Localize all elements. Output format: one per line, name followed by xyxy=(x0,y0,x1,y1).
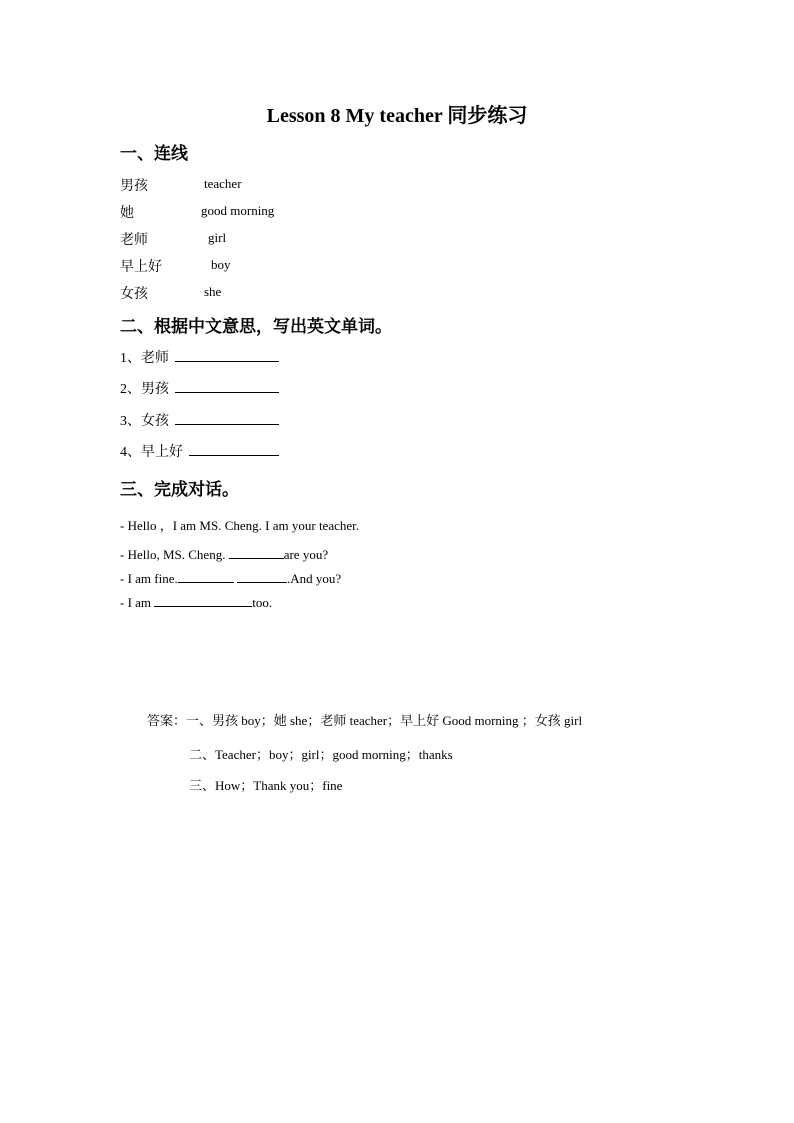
translate-prompt: 2、男孩 xyxy=(120,382,169,397)
translate-item xyxy=(120,347,279,367)
page-title: Lesson 8 My teacher 同步练习 xyxy=(266,105,528,127)
answer-line: 二、Teacher；boy；girl；good morning；thanks xyxy=(189,747,453,762)
translate-item xyxy=(120,378,279,398)
answer-blank[interactable] xyxy=(189,443,279,456)
answer-blank[interactable] xyxy=(178,570,234,583)
answer-blank[interactable] xyxy=(175,349,279,362)
translate-item xyxy=(120,410,279,430)
answer-blank[interactable] xyxy=(154,594,252,607)
answer-line: 答案：一、男孩 boy；她 she；老师 teacher；早上好 Good morning ；女孩 girl xyxy=(147,713,583,728)
dialogue-line xyxy=(120,546,328,563)
dialogue-text: too. xyxy=(252,595,273,610)
dialogue-text: .And you? xyxy=(287,571,342,586)
dialogue-line xyxy=(120,594,272,611)
translate-prompt: 4、早上好 xyxy=(120,445,183,460)
match-left-item: 早上好 xyxy=(120,260,162,275)
section3-heading: 三、完成对话。 xyxy=(120,480,239,499)
match-left-item: 老师 xyxy=(120,233,148,248)
match-right-item: girl xyxy=(208,230,227,245)
dialogue-text: - I am xyxy=(120,595,155,610)
section2-heading: 二、根据中文意思，写出英文单词。 xyxy=(120,317,392,336)
dialogue-line xyxy=(120,570,341,587)
match-right-item: teacher xyxy=(204,176,242,191)
answer-blank[interactable] xyxy=(229,546,284,559)
match-right-item: good morning xyxy=(201,203,275,218)
translate-prompt: 1、老师 xyxy=(120,351,169,366)
answer-blank[interactable] xyxy=(175,412,279,425)
match-left-item: 女孩 xyxy=(120,287,148,302)
dialogue-line: - Hello ，I am MS. Cheng. I am your teacher. xyxy=(120,518,359,533)
answer-blank[interactable] xyxy=(237,570,287,583)
answer-blank[interactable] xyxy=(175,380,279,393)
match-right-item: she xyxy=(204,284,222,299)
dialogue-text: - Hello, MS. Cheng. xyxy=(120,547,229,562)
section1-heading: 一、连线 xyxy=(120,144,188,163)
dialogue-text: - I am fine. xyxy=(120,571,178,586)
translate-item xyxy=(120,441,279,461)
match-left-item: 她 xyxy=(120,206,134,221)
translate-prompt: 3、女孩 xyxy=(120,414,169,429)
match-left-item: 男孩 xyxy=(120,179,148,194)
answer-line: 三、How；Thank you；fine xyxy=(189,778,343,793)
match-right-item: boy xyxy=(211,257,231,272)
dialogue-text: are you? xyxy=(283,547,329,562)
